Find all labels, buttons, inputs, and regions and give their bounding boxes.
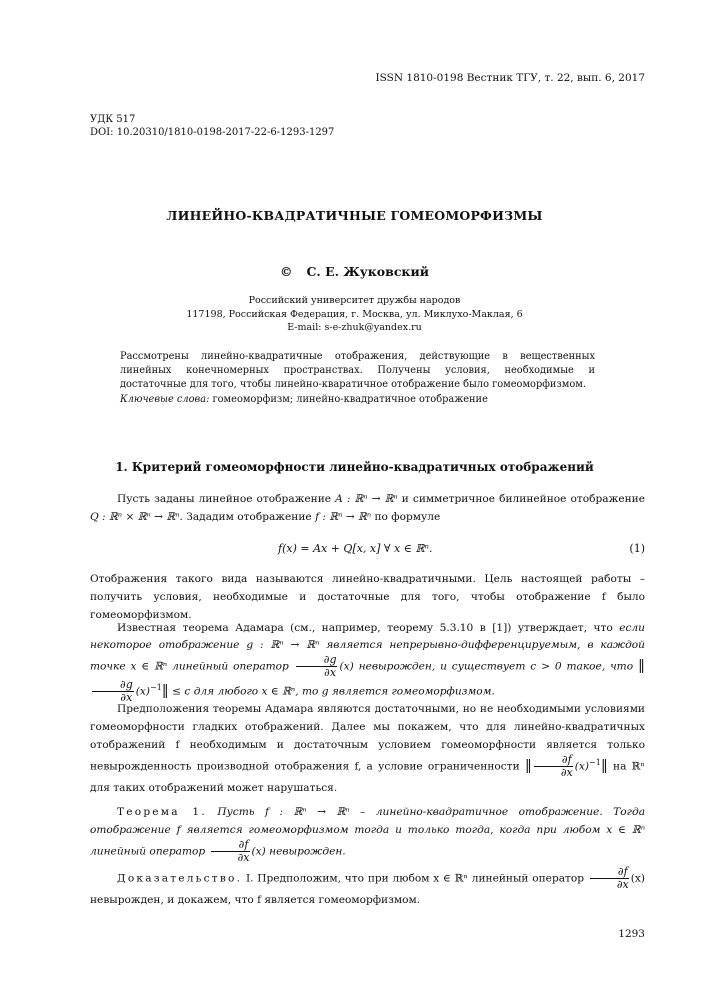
doi: DOI: 10.20310/1810-0198-2017-22-6-1293-1297 xyxy=(90,127,335,138)
p3-text-d: ≤ c для любого x ∈ ℝⁿ, то g является гомеоморфизмом. xyxy=(172,685,495,698)
theorem-label: Теорема 1. xyxy=(117,806,207,818)
abstract xyxy=(120,350,595,407)
p1-text-e: Зададим отображение xyxy=(186,511,312,523)
article-meta xyxy=(90,113,334,139)
equation-formula: f(x) = Ax + Q[x, x] ∀ x ∈ ℝⁿ. xyxy=(278,542,433,555)
keywords-text: гомеоморфизм; линейно-квадратичное отображение xyxy=(212,393,488,405)
p3-text-b: если некоторое отображение g : ℝⁿ → ℝⁿ является непрерывно-дифференцируемым, в каждой точке x ∈ ℝⁿ линейный оператор xyxy=(90,622,645,673)
paragraph-3: Известная теорема Адамара (см., например, теорему 5.3.10 в [1]) утверждает, что если некоторое отображение g : ℝⁿ → ℝⁿ является непрерывно-дифференцируемым, в каждой точке x ∈ ℝⁿ линейный оператор $\frac{\partial g}{\partial x}$ (x) невырожден, и существует c > 0 такое, что ‖ $\frac{\partial g}{\partial x}$ $(x)^{-1}‖ \le c$ для любого x ∈ ℝⁿ, то g является гомеоморфизмом. xyxy=(90,622,646,705)
affiliation-university: Российский университет дружбы народов xyxy=(248,295,461,306)
theorem-text-b: (x) невырожден. xyxy=(251,845,346,858)
p1-map-f: f : ℝⁿ → ℝⁿ xyxy=(315,511,372,523)
paragraph-1 xyxy=(90,490,645,526)
proof-text-b: (x) невырожден, и докажем, что f является гомеоморфизмом. xyxy=(90,872,645,906)
proof-label: Доказательство. xyxy=(117,872,243,885)
p1-text-c: и симметричное билинейное отображение xyxy=(401,493,646,505)
dg-dx-fraction: $\frac{\partial g}{\partial x}$ xyxy=(296,654,338,679)
theorem-1 xyxy=(90,803,645,864)
author-line xyxy=(0,264,709,279)
paragraph-4: Предположения теоремы Адамара являются достаточными, но не необходимыми условиями гомеоморфности гладких отображений. Далее мы покажем, что для линейно-квадратичных отображений f необходимым и достаточным условием гомеоморфности является только невырожденность производной отображения f, а условие ограниченности ‖ $\frac{\partial f}{\partial x}$ $(x)^{-1}‖$ на ℝⁿ для таких отображений может нарушаться. xyxy=(90,703,646,795)
copyright-icon: © xyxy=(279,264,293,279)
page-number: 1293 xyxy=(618,928,645,940)
abstract-text: Рассмотрены линейно-квадратичные отображения, действующие в вещественных линейных конечномерных пространствах. Получены условия, необходимые и достаточные для того, чтобы линейно-кваратичное отображение было гомеоморфизмом. xyxy=(120,351,595,391)
udk: УДК 517 xyxy=(90,114,136,125)
keywords xyxy=(120,393,595,407)
p2-text: Отображения такого вида называются линейно-квадратичными. Цель настоящей работы – получить условия, необходимые и достаточные для того, чтобы отображение f было гомеоморфизмом. xyxy=(90,573,645,621)
section-heading: 1. Критерий гомеоморфности линейно-квадратичных отображений xyxy=(115,460,594,474)
p3-text-a: Известная теорема Адамара (см., например, теорему 5.3.10 в [1]) утверждает, что xyxy=(117,622,613,634)
p4-text-b: на ℝⁿ для таких отображений может нарушаться. xyxy=(90,760,646,795)
p1-map-a: A : ℝⁿ → ℝⁿ xyxy=(335,493,398,505)
df-dx-fraction-proof: $\frac{\partial f}{\partial x}$ xyxy=(590,866,629,891)
p4-text-a: Предположения теоремы Адамара являются достаточными, но не необходимыми условиями гомеоморфности гладких отображений. Далее мы покажем, что для линейно-квадратичных отображений f необходимым и достаточным условием гомеоморфности является только невырожденность производной отображения f, а условие ограниченности xyxy=(90,703,645,773)
equation-number: (1) xyxy=(629,542,645,555)
norm-df-dx-fraction: $\frac{\partial f}{\partial x}$ xyxy=(534,754,573,779)
keywords-label: Ключевые слова: xyxy=(120,393,210,405)
paragraph-2 xyxy=(90,570,645,624)
norm-dg-dx-fraction: $\frac{\partial g}{\partial x}$ xyxy=(92,679,134,704)
affiliation-email: E-mail: s-e-zhuk@yandex.ru xyxy=(287,322,422,333)
theorem-text-a: Пусть f : ℝⁿ → ℝⁿ – линейно-квадратичное отображение. Тогда отображение f является гомеоморфизмом тогда и только тогда, когда при любом x ∈ ℝⁿ линейный оператор xyxy=(90,806,646,858)
p3-text-c: (x) невырожден, и существует c > 0 такое, что xyxy=(339,660,634,673)
affiliation-address: 117198, Российская Федерация, г. Москва, ул. Миклухо-Маклая, 6 xyxy=(186,308,523,320)
df-dx-fraction-theorem: $\frac{\partial f}{\partial x}$ xyxy=(211,839,250,864)
article-title: ЛИНЕЙНО-КВАДРАТИЧНЫЕ ГОМЕОМОРФИЗМЫ xyxy=(166,208,543,223)
p1-text-g: по формуле xyxy=(374,511,441,523)
author-name: С. Е. Жуковский xyxy=(306,264,430,279)
affiliation xyxy=(0,294,709,335)
journal-header: ISSN 1810-0198 Вестник ТГУ, т. 22, вып. 6, 2017 xyxy=(375,72,645,84)
p1-text-a: Пусть заданы линейное отображение xyxy=(117,493,332,505)
p1-map-q: Q : ℝⁿ × ℝⁿ → ℝⁿ. xyxy=(90,511,183,523)
proof-text-a: I. Предположим, что при любом x ∈ ℝⁿ линейный оператор xyxy=(245,872,585,885)
proof xyxy=(90,866,645,909)
